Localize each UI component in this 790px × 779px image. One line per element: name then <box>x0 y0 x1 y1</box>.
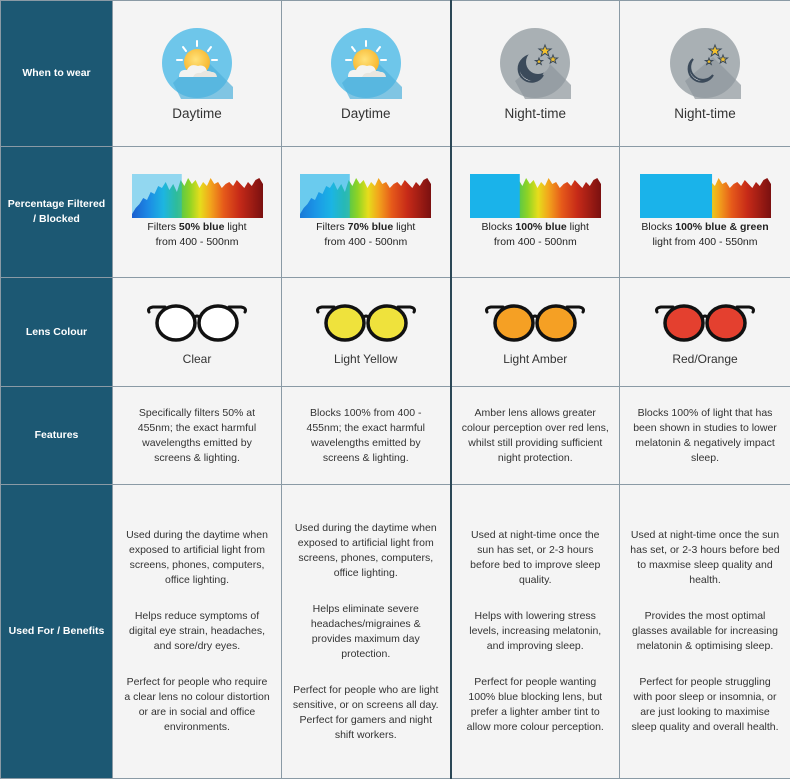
when-label: Night-time <box>452 106 620 121</box>
bridge <box>532 316 538 318</box>
lens-left <box>326 306 364 340</box>
features-cell <box>451 387 620 485</box>
filter-amount: 70% blue <box>348 221 394 233</box>
benefits-cell <box>113 485 282 779</box>
lens-cell <box>451 278 620 387</box>
benefit-paragraph: Used during the daytime when exposed to artificial light from screens, phones, computers, office lighting. <box>113 528 281 588</box>
percentage-cell <box>451 147 620 278</box>
lens-right <box>199 306 237 340</box>
moon-stars-icon <box>669 27 741 99</box>
filter-description: Blocks 100% blue & green light from 400 - 550nm <box>620 220 790 250</box>
benefits-cell <box>451 485 620 779</box>
row-features <box>1 387 790 485</box>
sun-cloud-icon <box>161 27 233 99</box>
benefit-paragraph: Perfect for people who are light sensitive, or on screens all day. Perfect for gamers and night shift workers. <box>282 683 450 743</box>
glasses-icon <box>653 298 757 348</box>
lens-colour-label: Red/Orange <box>620 352 790 366</box>
filter-amount: 50% blue <box>179 221 225 233</box>
lens-right <box>707 306 745 340</box>
row-header-percentage: Percentage Filtered / Blocked <box>1 147 113 278</box>
filter-amount: 100% blue <box>515 221 566 233</box>
benefit-paragraph: Perfect for people who require a clear lens no colour distortion or are in social and office environments. <box>113 675 281 735</box>
blocked-region <box>640 174 712 218</box>
row-header-benefits: Used For / Benefits <box>1 485 113 779</box>
lens-cell <box>282 278 451 387</box>
percentage-cell <box>282 147 451 278</box>
blocked-region <box>470 174 520 218</box>
blocked-region <box>300 174 350 218</box>
lens-cell <box>620 278 790 387</box>
lens-left <box>157 306 195 340</box>
moon-stars-icon <box>499 27 571 99</box>
benefit-paragraph: Perfect for people struggling with poor sleep or insomnia, or are just looking to maximise sleep quality and overall health. <box>620 675 790 735</box>
bridge <box>702 316 708 318</box>
benefit-paragraph: Used at night-time once the sun has set, or 2-3 hours before bed to maxmise sleep quality and health. <box>620 528 790 588</box>
bridge <box>194 316 200 318</box>
lens-cell <box>113 278 282 387</box>
benefit-paragraph: Used during the daytime when exposed to artificial light from screens, phones, computers, office lighting. <box>282 521 450 581</box>
lens-colour-label: Light Yellow <box>282 352 450 366</box>
when-cell-nighttime-2 <box>620 1 790 147</box>
spectrum-graphic <box>132 174 263 218</box>
benefit-paragraph: Provides the most optimal glasses available for increasing melatonin & optimising sleep. <box>620 609 790 654</box>
when-label: Daytime <box>113 106 281 121</box>
glasses-icon <box>314 298 418 348</box>
benefits-cell <box>620 485 790 779</box>
benefit-paragraph: Used at night-time once the sun has set, or 2-3 hours before bed to improve sleep quality. <box>452 528 620 588</box>
row-lens-colour <box>1 278 790 387</box>
benefit-paragraph: Perfect for people wanting 100% blue blocking lens, but prefer a lighter amber tint to allow more colour perception. <box>452 675 620 735</box>
spectrum-graphic <box>470 174 601 218</box>
glasses-icon <box>483 298 587 348</box>
features-text: Amber lens allows greater colour perception over red lens, whilst still providing sufficient night protection. <box>452 406 620 466</box>
lens-right <box>537 306 575 340</box>
percentage-cell <box>620 147 790 278</box>
when-cell-daytime-1 <box>113 1 282 147</box>
benefit-paragraph: Helps reduce symptoms of digital eye strain, headaches, and sore/dry eyes. <box>113 609 281 654</box>
filter-description: Blocks 100% blue light from 400 - 500nm <box>452 220 620 250</box>
filter-amount: 100% blue & green <box>675 221 768 233</box>
lens-colour-label: Light Amber <box>452 352 620 366</box>
features-cell <box>282 387 451 485</box>
spectrum-graphic <box>640 174 771 218</box>
glasses-icon <box>145 298 249 348</box>
benefit-paragraph: Helps with lowering stress levels, increasing melatonin, and improving sleep. <box>452 609 620 654</box>
features-cell <box>620 387 790 485</box>
blocked-region <box>132 174 182 218</box>
features-cell <box>113 387 282 485</box>
features-text: Specifically filters 50% at 455nm; the exact harmful wavelengths emitted by screens & lighting. <box>113 406 281 466</box>
when-label: Daytime <box>282 106 450 121</box>
row-header-when-to-wear: When to wear <box>1 1 113 147</box>
spectrum-graphic <box>300 174 431 218</box>
row-header-features: Features <box>1 387 113 485</box>
lens-left <box>495 306 533 340</box>
features-text: Blocks 100% from 400 - 455nm; the exact harmful wavelengths emitted by screens & lighting. <box>282 406 450 466</box>
features-text: Blocks 100% of light that has been shown in studies to lower melatonin & negatively impact sleep. <box>620 406 790 466</box>
row-when-to-wear <box>1 1 790 147</box>
bridge <box>363 316 369 318</box>
row-header-lens-colour: Lens Colour <box>1 278 113 387</box>
when-cell-daytime-2 <box>282 1 451 147</box>
filter-description: Filters 50% blue light from 400 - 500nm <box>113 220 281 250</box>
lens-left <box>665 306 703 340</box>
row-percentage <box>1 147 790 278</box>
when-label: Night-time <box>620 106 790 121</box>
filter-description: Filters 70% blue light from 400 - 500nm <box>282 220 450 250</box>
when-cell-nighttime-1 <box>451 1 620 147</box>
benefit-paragraph: Helps eliminate severe headaches/migraines & provides maximum day protection. <box>282 602 450 662</box>
row-benefits <box>1 485 790 779</box>
percentage-cell <box>113 147 282 278</box>
benefits-cell <box>282 485 451 779</box>
lens-right <box>368 306 406 340</box>
lens-colour-label: Clear <box>113 352 281 366</box>
sun-cloud-icon <box>330 27 402 99</box>
